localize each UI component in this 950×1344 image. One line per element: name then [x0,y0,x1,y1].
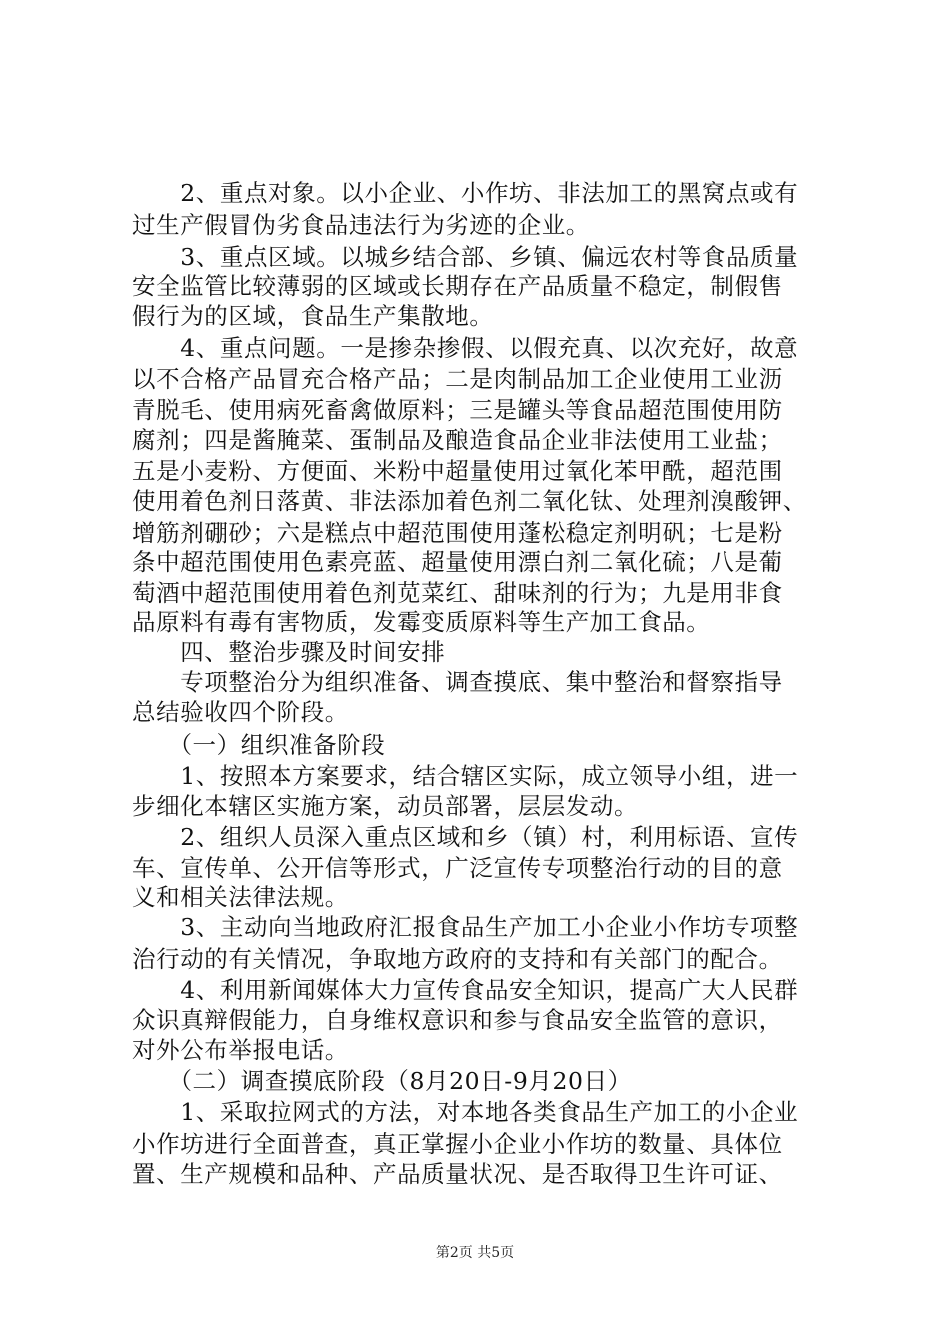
text-line: 总结验收四个阶段。 [132,698,349,726]
text-line: 萄酒中超范围使用着色剂苋菜红、甜味剂的行为；九是用非食 [132,579,783,607]
text-line: 使用着色剂日落黄、非法添加着色剂二氧化钛、处理剂溴酸钾、 [132,487,807,515]
text-line: 2、组织人员深入重点区域和乡（镇）村，利用标语、宣传 [132,823,799,851]
text-line: 1、按照本方案要求，结合辖区实际，成立领导小组，进一 [132,762,799,790]
text-line: 腐剂；四是酱腌菜、蛋制品及酿造食品企业非法使用工业盐； [132,426,783,454]
text-line: 步细化本辖区实施方案，动员部署，层层发动。 [132,792,639,820]
subsection-heading: （二）调查摸底阶段（8月20日-9月20日） [132,1067,632,1095]
text-line: 对外公布举报电话。 [132,1036,349,1064]
text-line: 治行动的有关情况，争取地方政府的支持和有关部门的配合。 [132,945,783,973]
text-line: 过生产假冒伪劣食品违法行为劣迹的企业。 [132,211,590,239]
text-line: 2、重点对象。以小企业、小作坊、非法加工的黑窝点或有 [132,179,799,207]
text-line: 置、生产规模和品种、产品质量状况、是否取得卫生许可证、 [132,1160,783,1188]
text-line: 车、宣传单、公开信等形式，广泛宣传专项整治行动的目的意 [132,854,783,882]
text-line: 品原料有毒有害物质，发霉变质原料等生产加工食品。 [132,608,711,636]
text-line: 以不合格产品冒充合格产品；二是肉制品加工企业使用工业沥 [132,365,783,393]
text-line: 众识真辩假能力，自身维权意识和参与食品安全监管的意识， [132,1006,783,1034]
text-line: 4、重点问题。一是掺杂掺假、以假充真、以次充好，故意 [132,334,799,362]
text-line: 条中超范围使用色素亮蓝、超量使用漂白剂二氧化硫；八是葡 [132,548,783,576]
text-line: 五是小麦粉、方便面、米粉中超量使用过氧化苯甲酰，超范围 [132,457,783,485]
text-line: 义和相关法律法规。 [132,883,349,911]
text-line: 青脱毛、使用病死畜禽做原料；三是罐头等食品超范围使用防 [132,396,783,424]
text-line: 1、采取拉网式的方法，对本地各类食品生产加工的小企业 [132,1098,799,1126]
subsection-heading: （一）组织准备阶段 [132,731,386,759]
text-line: 小作坊进行全面普查，真正掌握小企业小作坊的数量、具体位 [132,1130,783,1158]
text-line: 4、利用新闻媒体大力宣传食品安全知识，提高广大人民群 [132,976,799,1004]
text-line: 3、主动向当地政府汇报食品生产加工小企业小作坊专项整 [132,913,799,941]
page-footer: 第2页 共5页 [435,1245,515,1261]
text-line: 专项整治分为组织准备、调查摸底、集中整治和督察指导 [132,668,783,696]
text-line: 增筋剂硼砂；六是糕点中超范围使用蓬松稳定剂明矾；七是粉 [132,519,783,547]
text-line: 3、重点区域。以城乡结合部、乡镇、偏远农村等食品质量 [132,243,799,271]
section-heading: 四、整治步骤及时间安排 [132,638,446,666]
text-line: 安全监管比较薄弱的区域或长期存在产品质量不稳定，制假售 [132,272,783,300]
text-line: 假行为的区域，食品生产集散地。 [132,302,494,330]
